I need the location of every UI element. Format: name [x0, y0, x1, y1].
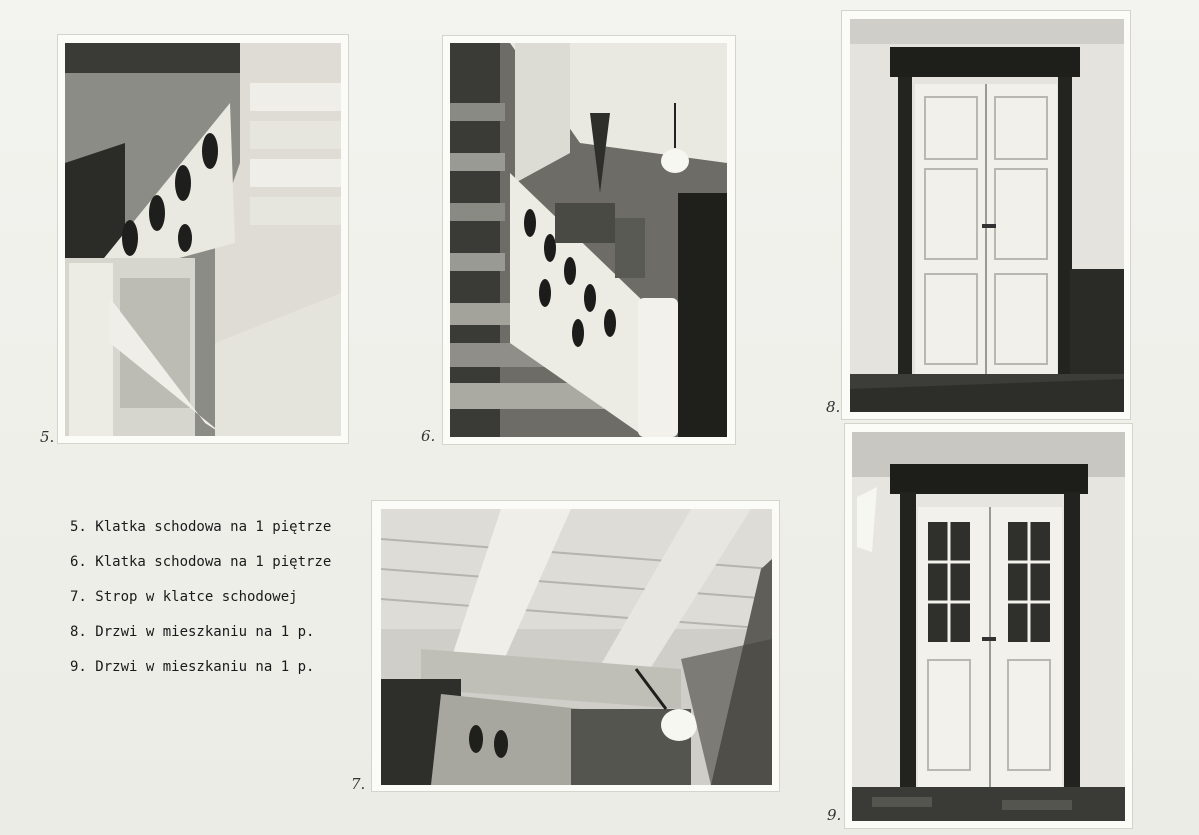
- photo-6-staircase[interactable]: [450, 43, 727, 437]
- photo-number-6: 6.: [421, 427, 436, 445]
- photo-number-9: 9.: [827, 806, 842, 824]
- caption-list: [70, 516, 331, 691]
- photo-5-staircase[interactable]: [65, 43, 341, 436]
- photo-7-ceiling[interactable]: [381, 509, 772, 785]
- caption-6: 6. Klatka schodowa na 1 piętrze: [70, 554, 332, 570]
- photo-number-8: 8.: [826, 398, 841, 416]
- caption-5: 5. Klatka schodowa na 1 piętrze: [70, 519, 332, 535]
- photo-8-door[interactable]: [850, 19, 1124, 412]
- caption-7: 7. Strop w klatce schodowej: [70, 589, 298, 605]
- photo-card-9: [845, 424, 1132, 828]
- caption-9: 9. Drzwi w mieszkaniu na 1 p.: [70, 659, 315, 675]
- photo-number-5: 5.: [40, 428, 55, 446]
- photo-card-8: [842, 11, 1130, 419]
- photo-card-6: [443, 36, 735, 444]
- photo-card-7: [372, 501, 779, 791]
- photo-9-door[interactable]: [852, 432, 1125, 821]
- photo-card-5: [58, 35, 348, 443]
- caption-8: 8. Drzwi w mieszkaniu na 1 p.: [70, 624, 315, 640]
- photo-number-7: 7.: [351, 775, 366, 793]
